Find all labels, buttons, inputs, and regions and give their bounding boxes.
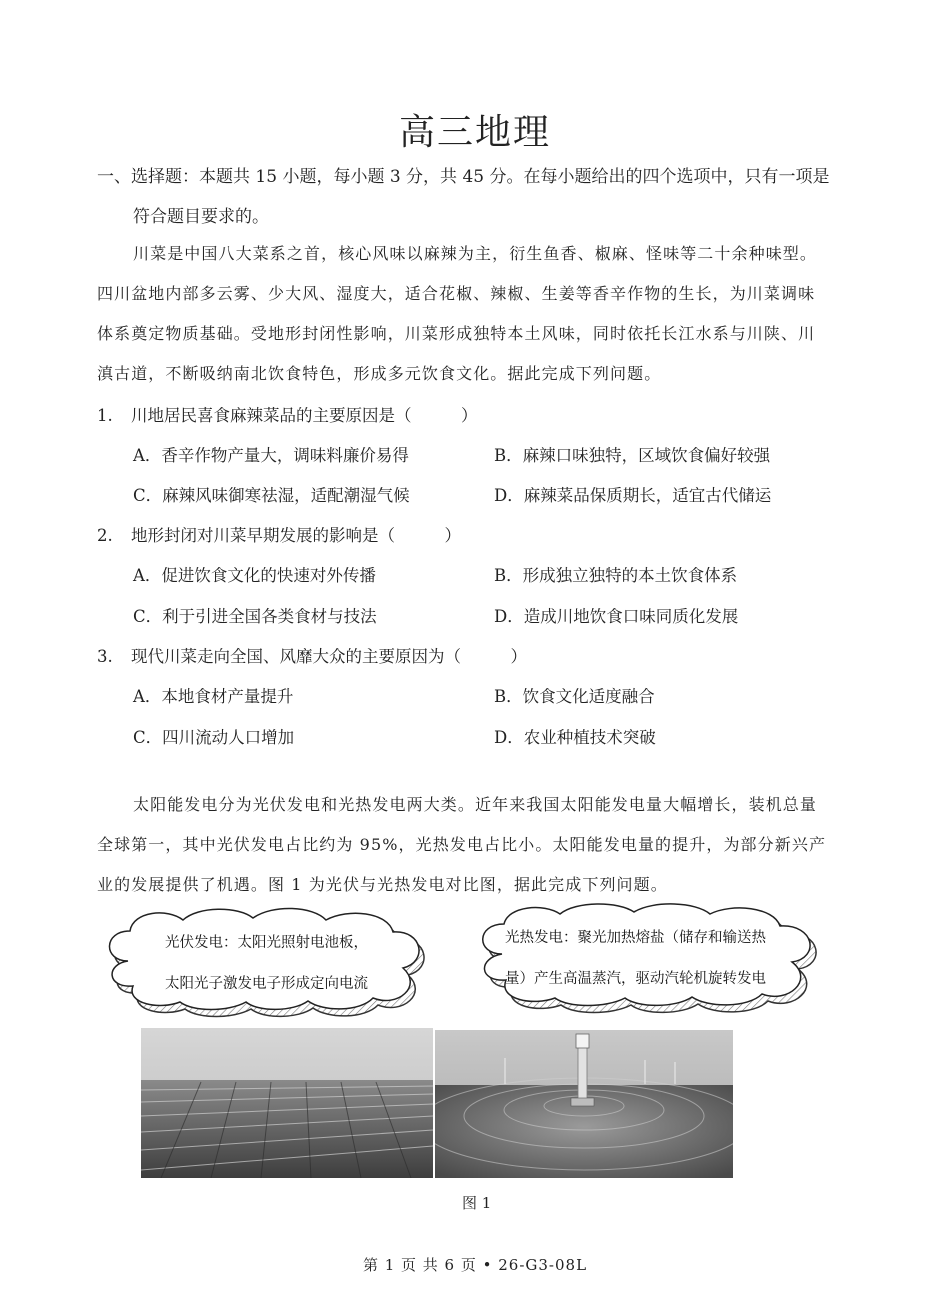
section-header-line2: 符合题目要求的。 [133, 207, 269, 227]
q2-option-c: C．利于引进全国各类食材与技法 [133, 607, 377, 626]
page-title: 高三地理 [398, 112, 551, 153]
q3-option-c: C．四川流动人口增加 [133, 728, 295, 747]
cloud-left-line1: 光伏发电：太阳光照射电池板， [165, 935, 368, 951]
page-footer: 第 1 页 共 6 页 • 26-G3-08L [362, 1256, 588, 1274]
cloud-bubble-left-icon [98, 906, 448, 1018]
q1-option-d: D．麻辣菜品保质期长，适宜古代储运 [494, 486, 772, 505]
question-2 [97, 522, 461, 546]
question-stem: 现代川菜走向全国、风靡大众的主要原因为（ ） [131, 647, 527, 666]
passage2-line3: 业的发展提供了机遇。图 1 为光伏与光热发电对比图，据此完成下列问题。 [97, 875, 668, 894]
q3-option-a: A．本地食材产量提升 [133, 687, 294, 706]
q1-option-b: B．麻辣口味独特，区域饮食偏好较强 [494, 446, 771, 465]
passage1-line1: 川菜是中国八大菜系之首，核心风味以麻辣为主，衍生鱼香、椒麻、怪味等二十余种味型。 [133, 244, 818, 263]
question-stem: 川地居民喜食麻辣菜品的主要原因是（ ） [131, 406, 478, 425]
cloud-bubble-right-icon [470, 902, 842, 1014]
passage2-line1: 太阳能发电分为光伏发电和光热发电两大类。近年来我国太阳能发电量大幅增长，装机总量 [133, 795, 818, 814]
photovoltaic-field-photo [141, 1028, 433, 1178]
question-stem: 地形封闭对川菜早期发展的影响是（ ） [131, 526, 461, 545]
passage1-line2: 四川盆地内部多云雾、少大风、湿度大，适合花椒、辣椒、生姜等香辛作物的生长，为川菜调味 [97, 284, 816, 303]
q2-option-d: D．造成川地饮食口味同质化发展 [494, 607, 739, 626]
question-number: 2. [97, 526, 113, 545]
cloud-left-line2: 太阳光子激发电子形成定向电流 [165, 976, 368, 992]
passage1-line3: 体系奠定物质基础。受地形封闭性影响，川菜形成独特本土风味，同时依托长江水系与川陕、川 [97, 324, 816, 343]
q2-option-b: B．形成独立独特的本土饮食体系 [494, 566, 738, 585]
question-3 [97, 643, 527, 667]
figure-caption: 图 1 [462, 1194, 492, 1212]
cloud-right-line2: 量）产生高温蒸汽，驱动汽轮机旋转发电 [505, 971, 766, 987]
passage1-line4: 滇古道，不断吸纳南北饮食特色，形成多元饮食文化。据此完成下列问题。 [97, 364, 662, 383]
passage2-line2: 全球第一，其中光伏发电占比约为 95%，光热发电占比小。太阳能发电量的提升，为部分新兴产 [97, 835, 827, 854]
q1-option-c: C．麻辣风味御寒祛湿，适配潮湿气候 [133, 486, 410, 505]
question-number: 1. [97, 406, 113, 425]
q3-option-d: D．农业种植技术突破 [494, 728, 656, 747]
q2-option-a: A．促进饮食文化的快速对外传播 [133, 566, 376, 585]
solar-thermal-tower-photo [435, 1030, 733, 1178]
section-header-line1: 一、选择题：本题共 15 小题，每小题 3 分，共 45 分。在每小题给出的四个选项中，只有一项是 [97, 167, 830, 187]
question-1 [97, 402, 478, 426]
question-number: 3. [97, 647, 113, 666]
cloud-right-line1: 光热发电：聚光加热熔盐（储存和输送热 [505, 930, 766, 946]
q1-option-a: A．香辛作物产量大，调味料廉价易得 [133, 446, 409, 465]
q3-option-b: B．饮食文化适度融合 [494, 687, 655, 706]
